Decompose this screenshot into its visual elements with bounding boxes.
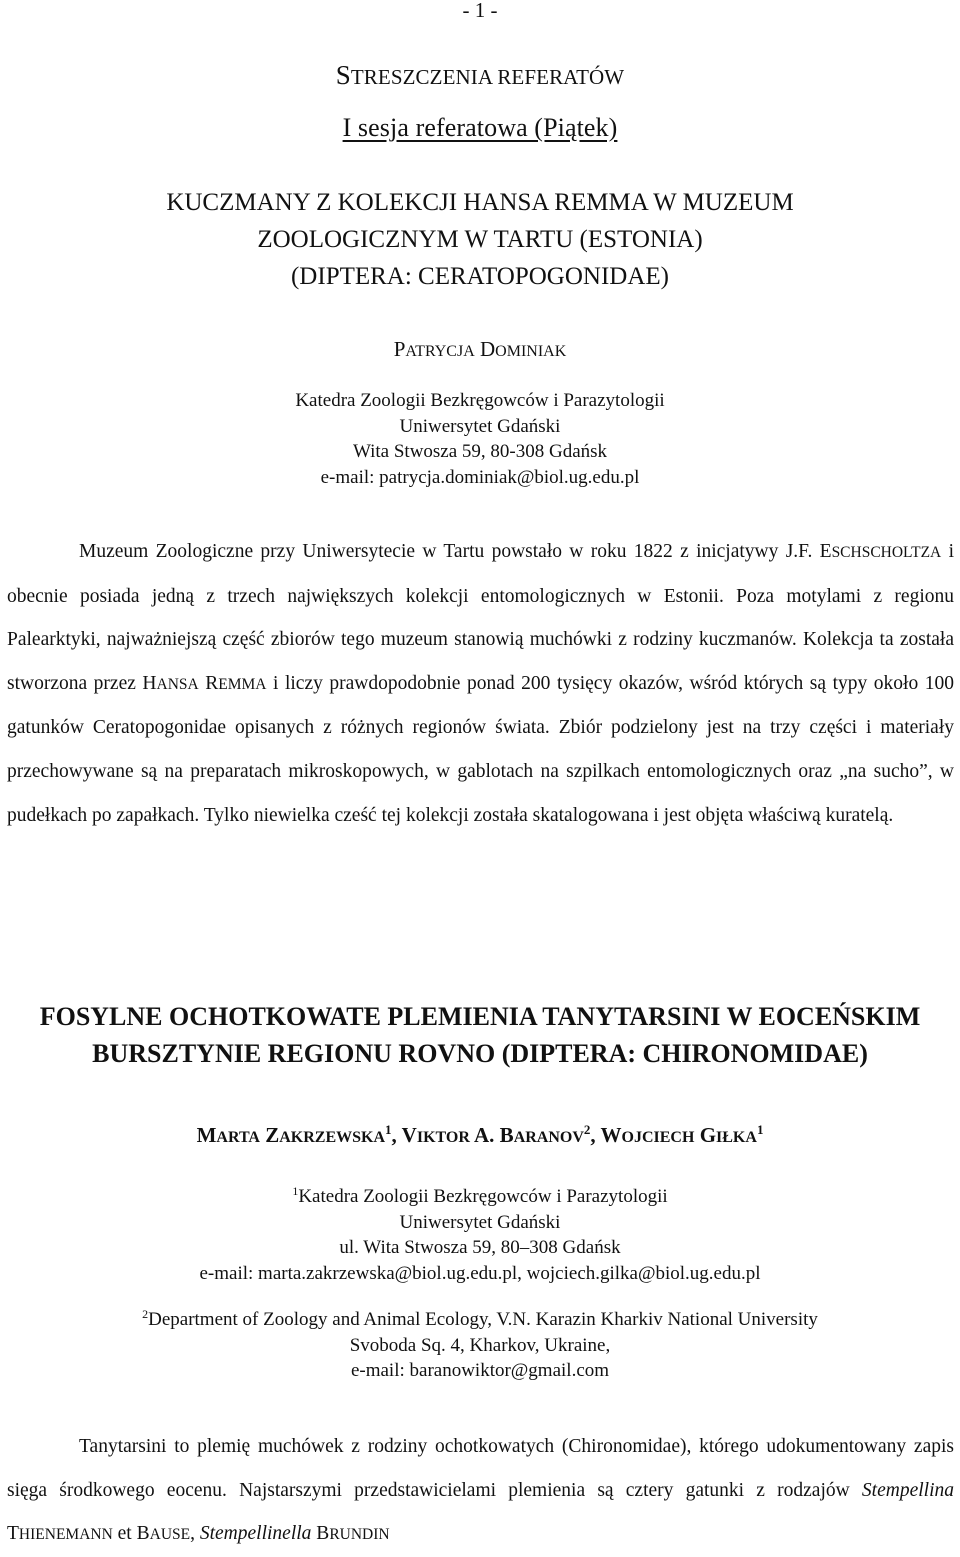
article2-affiliation-1: $^1$Katedra Zoologii Bezkręgowców i Parazytologii Uniwersytet Gdański ul. Wita Stwosza 59, 80–308 Gdańsk e-mail: marta.zakrzewska@biol.ug.edu.pl, wojciech.gilka@biol.ug.edu.pl xyxy=(199,1184,761,1284)
article1-title-line: (DIPTERA: CERATOPOGONIDAE) xyxy=(290,263,669,290)
article1-body: Muzeum Zoologiczne przy Uniwersytecie w Tartu powstało w roku 1822 z inicjatywy J.F. ESCHSCHOLTZA i obecnie posiada jedną z trzech największych kolekcji entomologicznych w Estonii. Poza motylami z regionu Palearktyki, najważniejszą część zbiorów tego muzeum stanowią muchówki z rodziny kuczmanów. Kolekcja ta została stworzona przez HANSA REMMA i liczy prawdopodobnie ponad 200 tysięcy okazów, wśród których są typy około 100 gatunków Ceratopogonidae opisanych z różnych regionów świata. Zbiór podzielony jest na trzy części i materiały przechowywane są na preparatach mikroskopowych, w gablotach na szpilkach entomologicznych oraz „na sucho”, w pudełkach po zapałkach. Tylko niewielka cześć tej kolekcji została skatalogowana i jest objęta właściwą kuratelą. xyxy=(7,541,954,826)
page-number: - 1 - xyxy=(462,0,498,22)
article1-title-line: ZOOLOGICZNYM W TARTU (ESTONIA) xyxy=(257,226,703,253)
article1-author: PATRYCJA DOMINIAK xyxy=(393,337,567,361)
article2-body: Tanytarsini to plemię muchówek z rodziny ochotkowatych (Chironomidae), którego udokumentowany zapis sięga środkowego eocenu. Najstarszymi przedstawicielami plemienia są cztery gatunki z rodzajów Stempellina THIENEMANN et BAUSE, Stempellinella BRUNDIN xyxy=(7,1436,954,1545)
article2-affiliation-2: $^2$Department of Zoology and Animal Ecology, V.N. Karazin Kharkiv National University Svoboda Sq. 4, Kharkov, Ukraine, e-mail: baranowiktor@gmail.com xyxy=(142,1307,818,1382)
session-title: I sesja referatowa (Piątek) xyxy=(342,113,618,142)
article2-title: FOSYLNE OCHOTKOWATE PLEMIENIA TANYTARSINI W EOCEŃSKIM BURSZTYNIE REGIONU ROVNO (DIPTERA: CHIRONOMIDAE) xyxy=(39,1002,921,1068)
article1-title-line: KUCZMANY Z KOLEKCJI HANSA REMMA W MUZEUM xyxy=(166,189,794,216)
section-title: STRESZCZENIA REFERATÓW xyxy=(335,60,625,90)
article2-authors: MARTA ZAKRZEWSKA$^1$, VIKTOR A. BARANOV$^2$, WOJCIECH GIŁKA$^1$ xyxy=(196,1122,764,1147)
article1-title xyxy=(0,184,960,295)
article1-affiliation: Katedra Zoologii Bezkręgowców i Parazytologii Uniwersytet Gdański Wita Stwosza 59, 80-308 Gdańsk e-mail: patrycja.dominiak@biol.ug.edu.pl xyxy=(295,390,665,488)
